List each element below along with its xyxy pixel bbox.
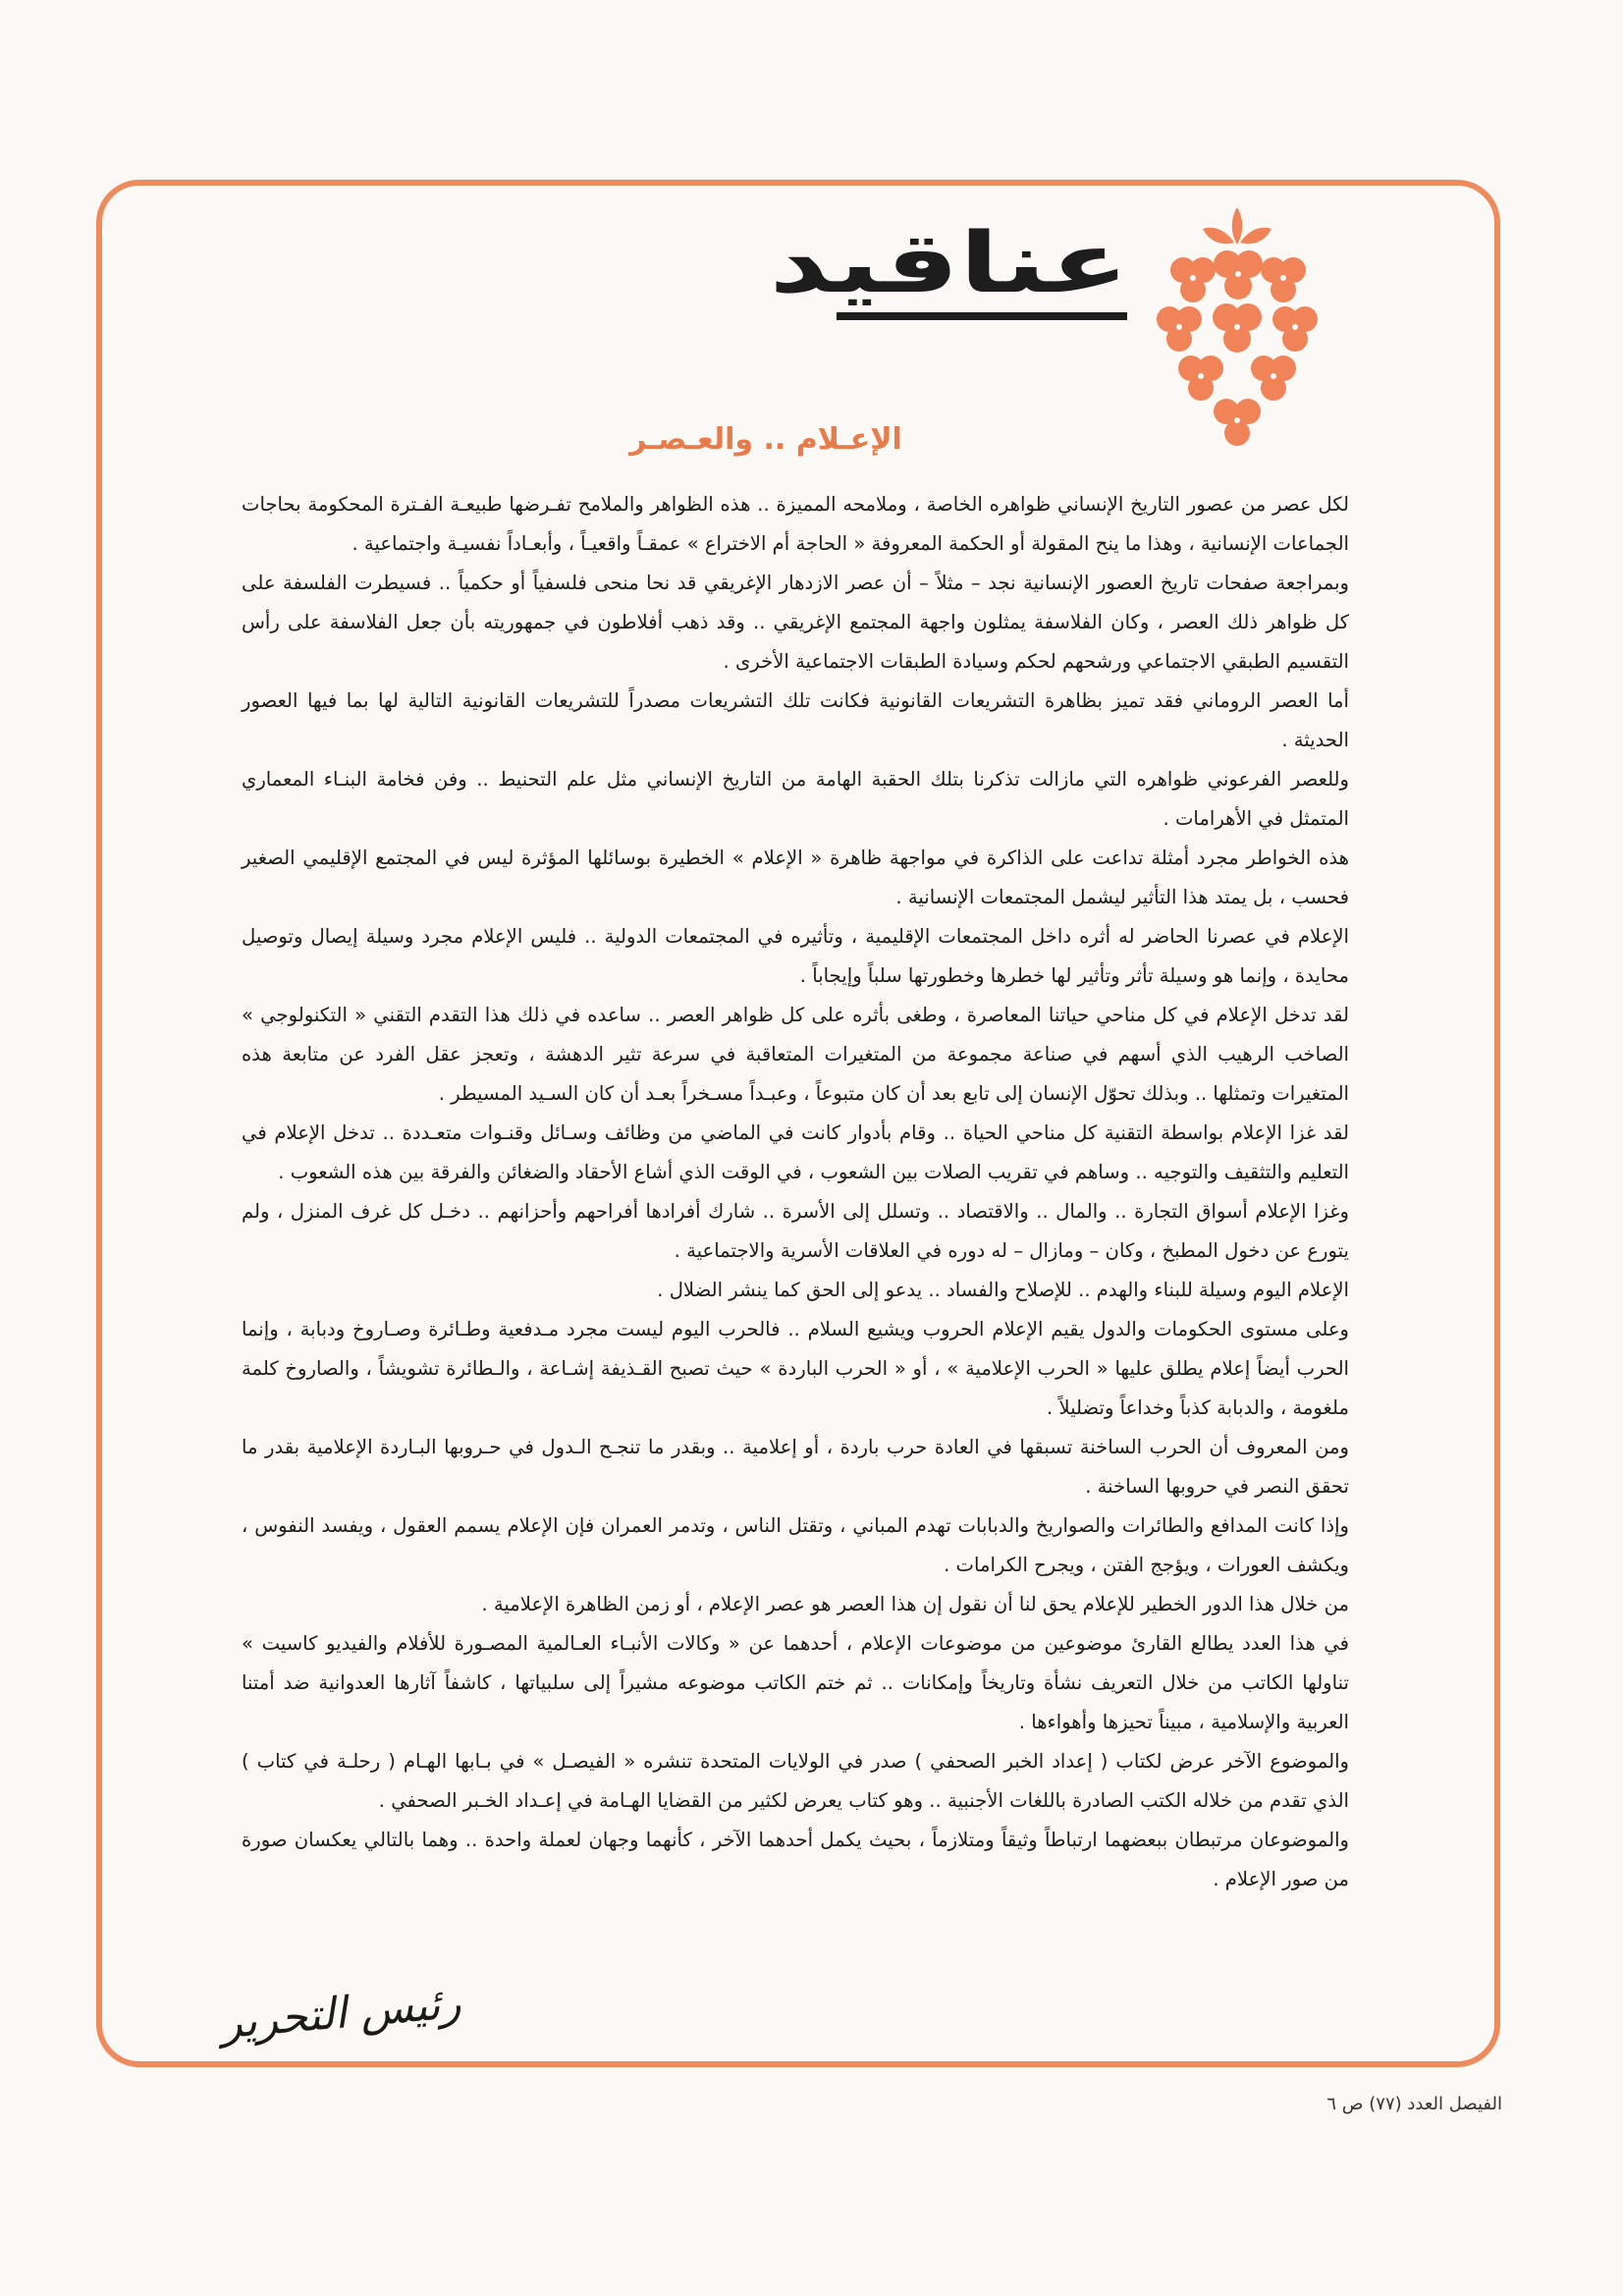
paragraph: وللعصر الفرعوني ظواهره التي مازالت تذكرنا بتلك الحقبة الهامة من التاريخ الإنساني مثل علم التحنيط .. وفن فخامة البنـاء المعماري المتمثل في الأهرامات . [242, 768, 1349, 830]
paragraph: والموضوع الآخر عرض لكتاب ( إعداد الخبر الصحفي ) صدر في الولايات المتحدة تنشره « الفيصـل » في بـابها الهـام ( رحلـة في كتاب ) الذي تقدم من خلاله الكتب الصادرة باللغات الأجنبية .. وهو كتاب يعرض لكثير من القضايا الهـامة في إعـداد الخـبر الصحفي . [242, 1750, 1349, 1812]
editor-in-chief-signature: رئيس التحرير [218, 1978, 463, 2050]
logo-underline-bar [837, 312, 1127, 320]
paragraph: وبمراجعة صفحات تاريخ العصور الإنسانية نجد – مثلاً – أن عصر الازدهار الإغريقي قد نحا منحى فلسفياً أو حكمياً .. فسيطرت الفلسفة على كل ظواهر ذلك العصر ، وكان الفلاسفة يمثلون واجهة المجتمع الإغريقي .. وقد ذهب أفلاطون في جمهوريته بأن جعل الفلاسفة على رأس التقسيم الطبقي الاجتماعي ورشحهم لحكم وسيادة الطبقات الاجتماعية الأخرى . [242, 572, 1349, 673]
paragraph: لكل عصر من عصور التاريخ الإنساني ظواهره الخاصة ، وملامحه المميزة .. هذه الظواهر والملامح تفـرضها طبيعـة الفـترة المحكومة بحاجات الجماعات الإنسانية ، وهذا ما ينح المقولة أو الحكمة المعروفة « الحاجة أم الاختراع » عمقـاً واقعيـاً ، وأبعـاداً نفسيـة واجتماعية . [242, 493, 1349, 555]
paragraph: أما العصر الروماني فقد تميز بظاهرة التشريعات القانونية فكانت تلك التشريعات مصدراً للتشريعات القانونية التالية لها بما فيها العصور الحديثة . [242, 689, 1349, 751]
paragraph: وعلى مستوى الحكومات والدول يقيم الإعلام الحروب ويشيع السلام .. فالحرب اليوم ليست مجرد مـدفعية وطـائرة وصـاروخ ودبابة ، وإنما الحرب أيضاً إعلام يطلق عليها « الحرب الإعلامية » ، أو « الحرب الباردة » حيث تصبح القـذيفة إشـاعة ، والـطائرة تشويشاً ، والصاروخ كلمة ملغومة ، والدبابة كذباً وخداعاً وتضليلاً . [242, 1318, 1349, 1419]
paragraph: ومن المعروف أن الحرب الساخنة تسبقها في العادة حرب باردة ، أو إعلامية .. وبقدر ما تنجـح الـدول في حـروبها البـاردة الإعلامية بقدر ما تحقق النصر في حروبها الساخنة . [242, 1436, 1349, 1498]
paragraph: الإعلام في عصرنا الحاضر له أثره داخل المجتمعات الإقليمية ، وتأثيره في المجتمعات الدولية .. فليس الإعلام مجرد وسيلة إيصال وتوصيل محايدة ، وإنما هو وسيلة تأثر وتأثير لها خطرها وخطورتها سلباً وإيجاباً . [242, 925, 1349, 987]
paragraph: من خلال هذا الدور الخطير للإعلام يحق لنا أن نقول إن هذا العصر هو عصر الإعلام ، أو زمن الظاهرة الإعلامية . [481, 1593, 1349, 1615]
paragraph: وغزا الإعلام أسواق التجارة .. والمال .. والاقتصاد .. وتسلل إلى الأسرة .. شارك أفرادها أفراحهم وأحزانهم .. دخـل كل غرف المنزل ، ولم يتورع عن دخول المطبخ ، وكان – ومازال – له دوره في العلاقات الأسرية والاجتماعية . [242, 1200, 1349, 1262]
paragraph: وإذا كانت المدافع والطائرات والصواريخ والدبابات تهدم المباني ، وتقتل الناس ، وتدمر العمران فإن الإعلام يسمم العقول ، ويفسد النفوس ، ويكشف العورات ، ويؤجج الفتن ، ويجرح الكرامات . [242, 1514, 1349, 1576]
article-body [242, 485, 1349, 1899]
paragraph: لقد تدخل الإعلام في كل مناحي حياتنا المعاصرة ، وطغى بأثره على كل ظواهر العصر .. ساعده في ذلك هذا التقدم التقني « التكنولوجي » الصاخب الرهيب الذي أسهم في صناعة مجموعة من المتغيرات المتعاقبة في سرعة تثير الدهشة ، وتعجز عقل الفرد عن متابعة هذه المتغيرات وتمثلها .. وبذلك تحوّل الإنسان إلى تابع بعد أن كان متبوعاً ، وعبـداً مسـخراً بعـد أن كان السـيد المسيطر . [242, 1004, 1349, 1105]
paragraph: هذه الخواطر مجرد أمثلة تداعت على الذاكرة في مواجهة ظاهرة « الإعلام » الخطيرة بوسائلها المؤثرة ليس في المجتمع الإقليمي الصغير فحسب ، بل يمتد هذا التأثير ليشمل المجتمعات الإنسانية . [242, 847, 1349, 908]
paragraph: والموضوعان مرتبطان ببعضهما ارتباطاً وثيقاً ومتلازماً ، بحيث يكمل أحدهما الآخر ، كأنهما وجهان لعملة واحدة .. وهما بالتالي يعكسان صورة من صور الإعلام . [242, 1829, 1349, 1890]
paragraph: لقد غزا الإعلام بواسطة التقنية كل مناحي الحياة .. وقام بأدوار كانت في الماضي من وظائف وسـائل وقنـوات متعـددة .. تدخل الإعلام في التعليم والتثقيف والتوجيه .. وساهم في تقريب الصلات بين الشعوب ، في الوقت الذي أشاع الأحقاد والضغائن والفرقة بين هذه الشعوب . [242, 1121, 1349, 1183]
paragraph: الإعلام اليوم وسيلة للبناء والهدم .. للإصلاح والفساد .. يدعو إلى الحق كما ينشر الضلال . [657, 1279, 1349, 1301]
page-footer: الفيصل العدد (٧٧) ص ٦ [1326, 2094, 1502, 2114]
article-title: الإعـلام .. والعـصـر [629, 422, 902, 457]
grape-cluster-icon [1144, 199, 1330, 457]
magazine-section-logo: عناقيد [769, 213, 1129, 312]
paragraph: في هذا العدد يطالع القارئ موضوعين من موضوعات الإعلام ، أحدهما عن « وكالات الأنبـاء العـالمية المصـورة للأفلام والفيديو كاسيت » تناولها الكاتب من خلال التعريف نشأة وتاريخاً وإمكانات .. ثم ختم الكاتب موضوعه مشيراً إلى سلبياتها ، كاشفاً آثارها العدوانية ضد أمتنا العربية والإسلامية ، مبيناً تحيزها وأهواءها . [242, 1632, 1349, 1733]
